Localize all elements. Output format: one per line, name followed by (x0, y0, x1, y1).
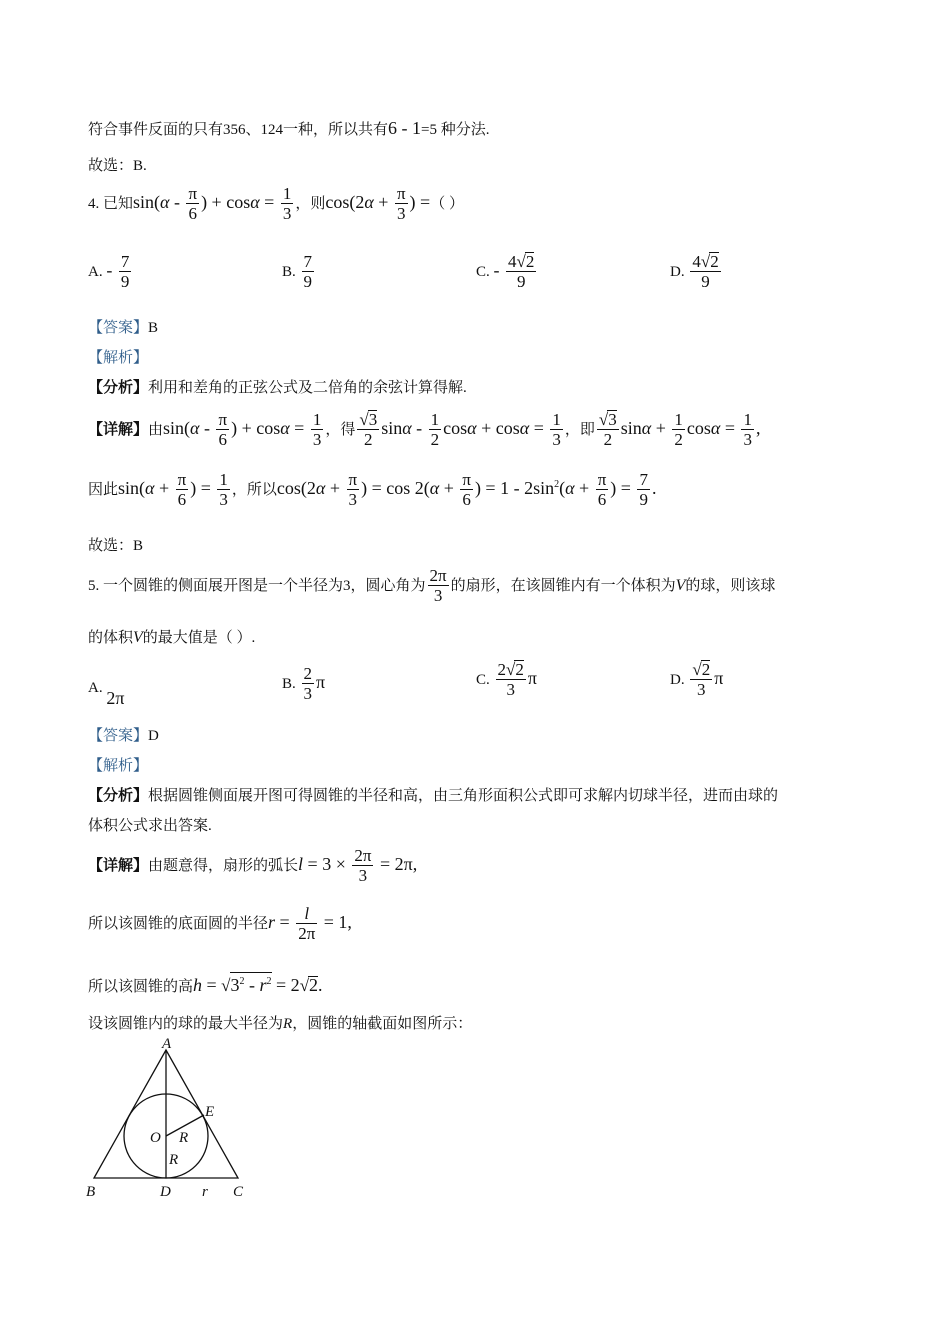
detail-text: 因此 (88, 482, 119, 499)
q4-option-d-value: $\frac{4√2}{9}$ (692, 252, 719, 291)
q5-text: 的最大值是（ ）. (142, 630, 256, 646)
q4-prefix: 4. 已知 (88, 196, 134, 213)
q5-detail-line1 (88, 846, 417, 886)
label-r-dc: r (202, 1184, 208, 1200)
detail-text: 由题意得，扇形的弧长 (148, 858, 299, 875)
q5-angle: $\frac{2\pi}{3}$ (429, 566, 447, 605)
option-label: C. (476, 672, 490, 689)
option-label: B. (282, 676, 296, 693)
detail-text: ，所以 (231, 482, 277, 499)
label-d: D (160, 1184, 171, 1200)
answer-tag: 【答案】 (88, 320, 149, 336)
q5-answer (88, 724, 159, 745)
q5-analysis-tag: 【解析】 (88, 758, 149, 774)
q3-expression: 6 - 1 (388, 118, 422, 138)
detail-text: 由 (148, 422, 164, 439)
q4-detail-line2 (88, 470, 656, 510)
detail-tag: 【详解】 (88, 858, 149, 875)
q5-height-formula: $h = √3^2 - r^2 = 2√2$. (193, 975, 323, 995)
q3-conclusion-text: 符合事件反面的只有356、124一种，所以共有 (88, 122, 389, 138)
q5-option-b (282, 664, 325, 704)
q4-option-c-value: - $\frac{4√2}{9}$ (493, 252, 535, 291)
q5-arc-formula: l = 3 × $\frac{2\pi}{3}$ = 2π, (298, 846, 418, 885)
option-label: A. (88, 264, 103, 281)
fenxi-text: 根据圆锥侧面展开图可得圆锥的半径和高，由三角形面积公式即可求解内切球半径，进而由球的 (148, 788, 779, 804)
q5-detail-line3 (88, 972, 323, 996)
q4-stem (88, 184, 464, 224)
q5-option-c-value: $\frac{2√2}{3}$ π (497, 660, 537, 699)
fenxi-text: 利用和差角的正弦公式及二倍角的余弦计算得解. (148, 380, 467, 396)
q4-asked-formula: cos(2α + $\frac{\pi}{3}$ ) = (325, 184, 431, 223)
q5-fenxi-line1 (88, 784, 778, 805)
q3-conclusion-line (88, 118, 489, 139)
q4-option-a-value: - $\frac{7}{9}$ (106, 252, 130, 291)
var-r: R (283, 1016, 293, 1032)
option-label: B. (282, 264, 296, 281)
q5-text: 5. 一个圆锥的侧面展开图是一个半径为3，圆心角为 (88, 578, 426, 595)
q4-detail-formula2: $\frac{√3}{2}$ sinα - $\frac{1}{2}$ cosα + cosα = $\frac{1}{3}$ (359, 410, 561, 449)
q4-detail-formula1: sin(α - $\frac{\pi}{6}$ ) + cosα = $\frac{1}{3}$ (163, 410, 322, 449)
label-e: E (205, 1104, 215, 1120)
q4-option-b-value: $\frac{7}{9}$ (303, 252, 313, 291)
q4-option-d (670, 252, 723, 292)
q4-option-c (476, 252, 538, 292)
detail-text: ，圆锥的轴截面如图所示： (292, 1016, 473, 1032)
q3-choose: 故选：B. (88, 158, 147, 174)
q5-option-b-value: $\frac{2}{3}$ π (303, 664, 326, 703)
detail-text: 设该圆锥内的球的最大半径为 (88, 1016, 284, 1032)
cone-section-figure (80, 1036, 260, 1206)
q4-fenxi (88, 376, 467, 397)
q5-stem-line2 (88, 626, 255, 647)
answer-value: B (148, 320, 159, 336)
q4-option-b (282, 252, 316, 292)
var-v: V (675, 577, 686, 595)
option-label: A. (88, 680, 103, 696)
q5-option-a-value: 2π (106, 688, 125, 708)
q5-detail-line2 (88, 904, 352, 944)
label-c: C (233, 1184, 244, 1200)
q4-detail-line1 (88, 410, 760, 450)
q4-mid-text: ，则 (295, 196, 326, 213)
detail-tag: 【详解】 (88, 422, 149, 439)
detail-text: 所以该圆锥的底面圆的半径 (88, 916, 269, 933)
q4-detail-formula5: cos(2α + $\frac{\pi}{3}$ ) = cos 2(α + $\frac{\pi}{6}$ ) = $1 - 2\sin^2(\alpha$ + $\frac{\pi}{6}$ ) = $\frac{7}{9}$ . (276, 470, 657, 509)
q4-option-a (88, 252, 133, 292)
q5-text: 的体积 (88, 630, 134, 646)
q5-stem-line1 (88, 566, 775, 606)
q4-paren: （ ） (430, 196, 464, 213)
q4-detail-formula3: $\frac{√3}{2}$ sinα + $\frac{1}{2}$ cosα = $\frac{1}{3}$ , (598, 410, 761, 449)
q4-choose: 故选：B (88, 538, 144, 554)
q5-option-d-value: $\frac{√2}{3}$ π (692, 660, 724, 699)
q5-text: 的球，则该球 (685, 578, 776, 595)
q5-option-d (670, 660, 723, 700)
q4-analysis-tag: 【解析】 (88, 350, 149, 366)
q3-result-text: =5 种分法. (421, 122, 490, 138)
label-b: B (86, 1184, 96, 1200)
q4-answer (88, 316, 158, 337)
option-label: D. (670, 672, 685, 689)
q4-given-formula: sin(α - $\frac{\pi}{6}$ ) + cosα = $\frac{1}{3}$ (133, 184, 292, 223)
label-a: A (162, 1036, 172, 1052)
option-label: C. (476, 264, 490, 281)
q5-fenxi-line2: 体积公式求出答案. (88, 818, 212, 834)
label-o: O (150, 1130, 161, 1146)
fenxi-tag: 【分析】 (88, 380, 149, 396)
q5-radius-formula: r = $\frac{l}{2\pi}$ = 1, (268, 904, 352, 943)
q5-option-a (88, 676, 125, 708)
fenxi-tag: 【分析】 (88, 788, 149, 804)
q5-detail-line4 (88, 1012, 472, 1033)
answer-value: D (148, 728, 159, 744)
q4-detail-formula4: sin(α + $\frac{\pi}{6}$ ) = $\frac{1}{3}$ (118, 470, 228, 509)
var-v: V (133, 629, 143, 646)
detail-text: 所以该圆锥的高 (88, 979, 194, 995)
q5-text: 的扇形，在该圆锥内有一个体积为 (450, 578, 676, 595)
q5-option-c (476, 660, 537, 700)
option-label: D. (670, 264, 685, 281)
detail-text: ，得 (325, 422, 356, 439)
label-r-oe: R (179, 1130, 189, 1146)
detail-text: ，即 (564, 422, 595, 439)
answer-tag: 【答案】 (88, 728, 149, 744)
label-r-od: R (169, 1152, 179, 1168)
